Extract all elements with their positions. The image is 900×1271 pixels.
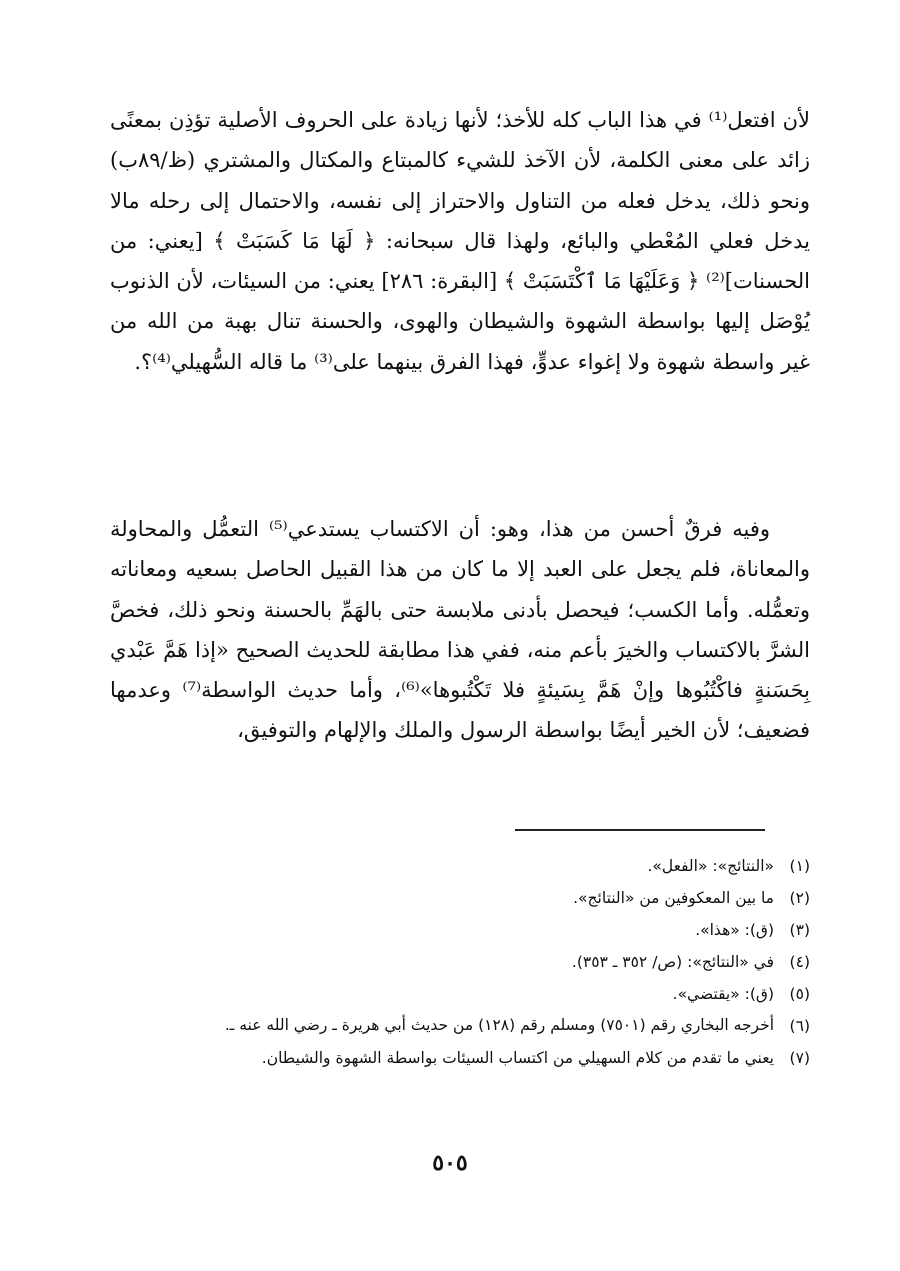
footnote-text: يعني ما تقدم من كلام السهيلي من اكتساب السيئات بواسطة الشهوة والشيطان. <box>261 1049 774 1067</box>
footnote-text: (ق): «هذا». <box>695 921 774 939</box>
footnote-number: (٧) <box>789 1049 810 1067</box>
footnote-number: (٥) <box>789 985 810 1003</box>
footnote-number: (٤) <box>789 953 810 971</box>
footnote-number: (٢) <box>789 889 810 907</box>
page-number: ٥٠٥ <box>432 1150 468 1176</box>
footnote-text: «النتائج»: «الفعل». <box>647 857 774 875</box>
footnote-number: (١) <box>789 857 810 875</box>
footnote-divider <box>515 829 765 831</box>
page-body <box>110 100 810 751</box>
footnote-3 <box>110 914 810 946</box>
footnotes-list <box>110 850 810 1074</box>
footnote-text: ما بين المعكوفين من «النتائج». <box>573 889 774 907</box>
footnote-text: (ق): «يقتضي». <box>672 985 774 1003</box>
footnote-text: في «النتائج»: (ص/ ٣٥٢ ـ ٣٥٣). <box>571 953 774 971</box>
footnote-5 <box>110 978 810 1010</box>
footnote-6 <box>110 1010 810 1042</box>
footnote-1 <box>110 850 810 882</box>
paragraph-1: لأن افتعل⁽¹⁾ في هذا الباب كله للأخذ؛ لأنها زيادة على الحروف الأصلية تؤذِن بمعنًى زائد على معنى الكلمة، لأن الآخذ للشيء كالمبتاع والمكتال والمشتري (ظ/٨٩ب) ونحو ذلك، يدخل فعله من التناول والاحتراز إلى نفسه، والاحتمال إلى رحله مالا يدخل فعلي المُعْطي والبائع، ولهذا قال سبحانه: ﴿ لَهَا مَا كَسَبَتْ ﴾ [يعني: من الحسنات]⁽²⁾ ﴿ وَعَلَيْهَا مَا ٱكْتَسَبَتْ ﴾ [البقرة: ٢٨٦] يعني: من السيئات، لأن الذنوب يُوْصَل إليها بواسطة الشهوة والشيطان والهوى، والحسنة تنال بهبة من الله من غير واسطة شهوة ولا إغواء عدوٍّ، فهذا الفرق بينهما على⁽³⁾ ما قاله السُّهيلي⁽⁴⁾؟. <box>110 108 810 374</box>
footnote-4 <box>110 946 810 978</box>
footnote-2 <box>110 882 810 914</box>
footnote-text: أخرجه البخاري رقم (٧٥٠١) ومسلم رقم (١٢٨) من حديث أبي هريرة ـ رضي الله عنه ـ. <box>224 1016 774 1034</box>
paragraph-2: وفيه فرقٌ أحسن من هذا، وهو: أن الاكتساب يستدعي⁽⁵⁾ التعمُّل والمحاولة والمعاناة، فلم يجعل على العبد إلا ما كان من هذا القبيل الحاصل بسعيه ومعاناته وتعمُّله. وأما الكسب؛ فيحصل بأدنى ملابسة حتى بالهَمِّ بالحسنة ونحو ذلك، فخصَّ الشرَّ بالاكتساب والخيرَ بأعم منه، ففي هذا مطابقة للحديث الصحيح «إذا هَمَّ عَبْدي بِحَسَنةٍ فاكْتُبُوها وإنْ هَمَّ بِسَيئةٍ فلا تَكْتُبوها»⁽⁶⁾، وأما حديث الواسطة⁽⁷⁾ وعدمها فضعيف؛ لأن الخير أيضًا بواسطة الرسول والملك والإلهام والتوفيق، <box>110 517 810 743</box>
footnote-number: (٦) <box>789 1017 810 1035</box>
footnote-number: (٣) <box>789 921 810 939</box>
footnote-7 <box>110 1042 810 1074</box>
